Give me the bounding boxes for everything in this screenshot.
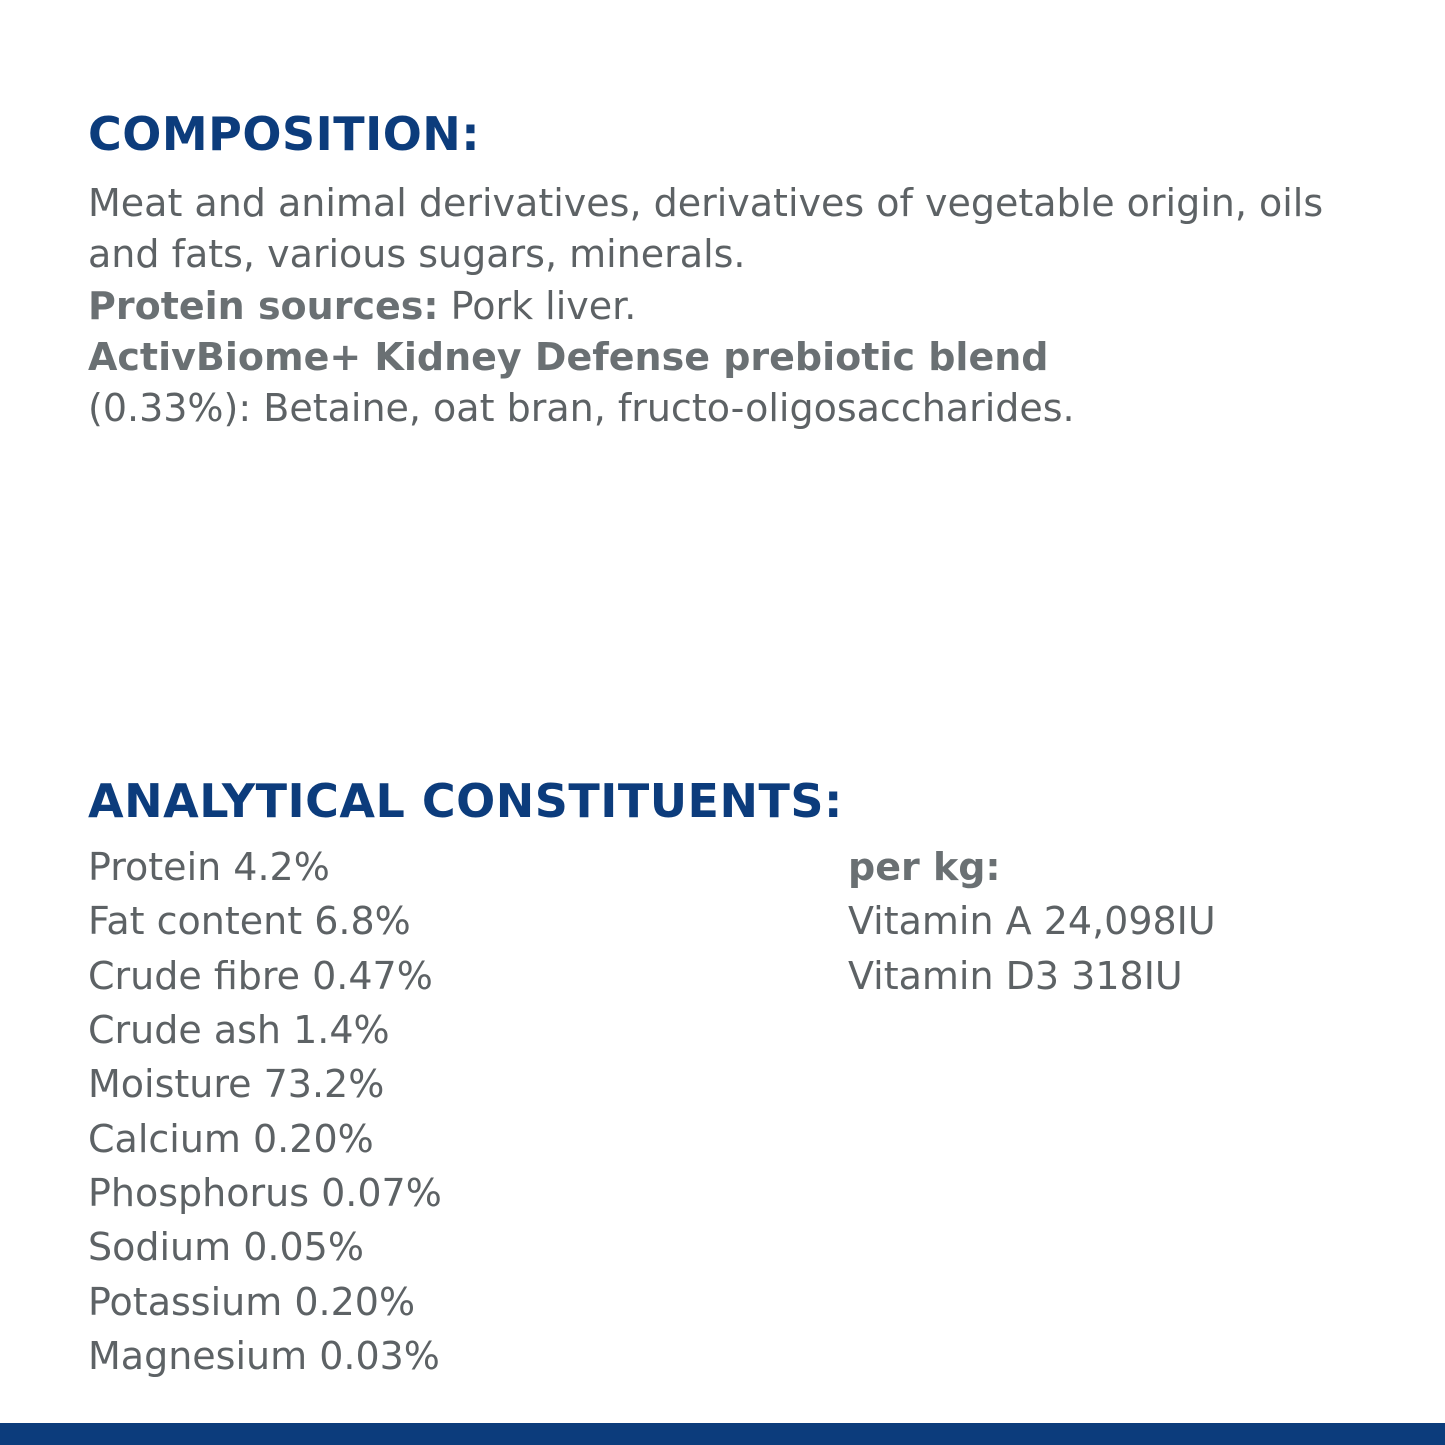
list-item: Crude ash 1.4%	[88, 1007, 390, 1052]
nutrients-right-column	[848, 840, 1388, 1383]
analytical-constituents-columns	[88, 840, 1388, 1383]
list-item: Fat content 6.8%	[88, 899, 411, 944]
protein-sources-value: Pork liver.	[438, 283, 637, 328]
list-item: Calcium 0.20%	[88, 1116, 374, 1161]
list-item: Potassium 0.20%	[88, 1279, 416, 1324]
prebiotic-blend-label: ActivBiome+ Kidney Defense prebiotic blend	[88, 334, 1049, 379]
prebiotic-blend-value: (0.33%): Betaine, oat bran, fructo-oligosaccharides.	[88, 386, 1075, 431]
list-item: Moisture 73.2%	[88, 1062, 385, 1107]
prebiotic-blend-line	[88, 332, 1388, 435]
protein-sources-line	[88, 281, 1388, 332]
list-item: Protein 4.2%	[88, 845, 330, 889]
list-item: Magnesium 0.03%	[88, 1333, 440, 1378]
list-item: Crude fibre 0.47%	[88, 953, 433, 998]
nutrients-left-column	[88, 840, 848, 1383]
list-item: Phosphorus 0.07%	[88, 1170, 442, 1215]
list-item: Vitamin A 24,098IU	[848, 899, 1216, 944]
per-kg-label: per kg:	[848, 845, 1001, 889]
composition-heading: COMPOSITION:	[88, 106, 481, 161]
composition-intro-paragraph: Meat and animal derivatives, derivatives of vegetable origin, oils and fats, various sugars, minerals.	[88, 181, 1324, 277]
composition-text-block	[88, 178, 1388, 434]
analytical-constituents-heading: ANALYTICAL CONSTITUENTS:	[88, 773, 843, 828]
list-item: Sodium 0.05%	[88, 1225, 364, 1270]
bottom-accent-bar	[0, 1423, 1445, 1445]
protein-sources-label: Protein sources:	[88, 283, 439, 328]
list-item: Vitamin D3 318IU	[848, 953, 1183, 998]
